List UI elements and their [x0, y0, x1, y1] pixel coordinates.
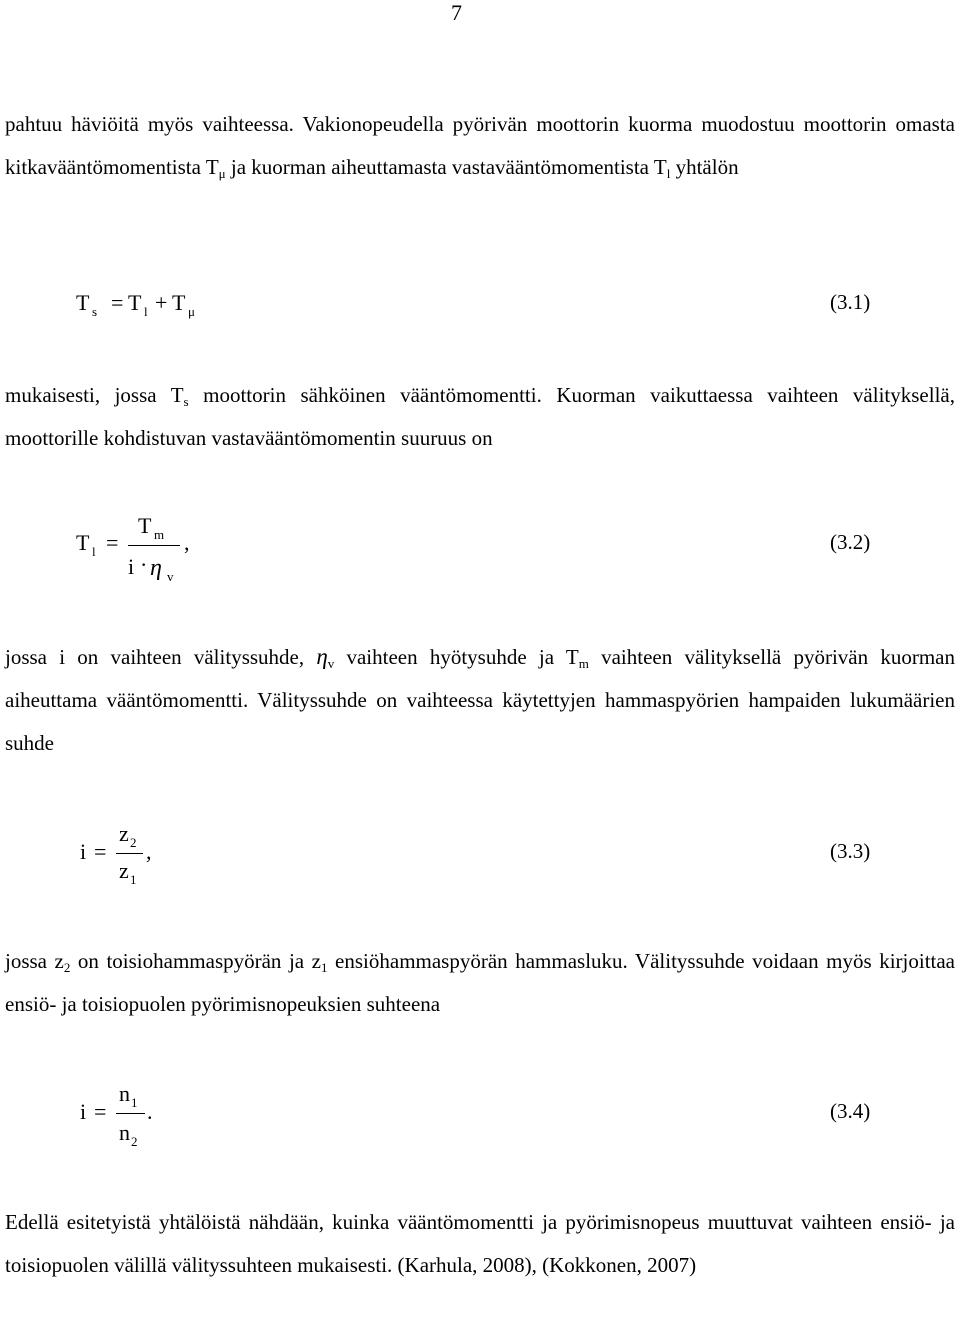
eq4-period: . [147, 1099, 153, 1124]
p2-text-a: mukaisesti, jossa T [5, 383, 184, 407]
p1-text-c: yhtälön [670, 155, 739, 179]
eq3-numerator: z [119, 821, 129, 846]
eq2-den-eta: η [150, 555, 162, 581]
paragraph-ratio-definition [5, 635, 955, 765]
p3-text-c: vaihteen välityksellä pyörivän kuorman aiheuttama vääntömomentti. Välityssuhde on vaihteessa käytettyjen hammaspyörien hampaiden lukumäärien suhde [5, 645, 955, 755]
eq1-term1-sub: l [144, 304, 148, 319]
p4-text-a: jossa z [5, 949, 64, 973]
eq3-fraction-bar [116, 853, 143, 854]
eq2-number: (3.2) [830, 530, 871, 554]
p3-sub-m: m [578, 656, 589, 671]
eq2-lhs-sub: l [92, 544, 96, 559]
p4-sub-2: 2 [63, 960, 71, 975]
eq1-term2: T [172, 290, 186, 315]
eq3-denominator-sub: 1 [130, 872, 137, 887]
eq4-fraction-bar [116, 1113, 145, 1114]
paragraph-intro [5, 103, 955, 189]
eq1-lhs-sub: s [92, 304, 98, 319]
eq4-denominator: n [119, 1120, 130, 1145]
eq1-equals: = [111, 290, 124, 315]
eq2-den-dot: · [140, 552, 148, 577]
eq2-equals: = [106, 530, 119, 555]
eq3-numerator-sub: 2 [130, 835, 137, 850]
eq1-plus: + [155, 290, 168, 315]
eq3-denominator: z [119, 858, 129, 883]
p2-text-b: moottorin sähköinen vääntömomentti. Kuorman vaikuttaessa vaihteen välityksellä, moottorille kohdistuvan vastavääntömomentin suuruus on [5, 383, 955, 450]
eq3-number: (3.3) [830, 839, 871, 863]
eq1-term2-sub: μ [188, 304, 195, 319]
paragraph-tooth-count [5, 940, 955, 1026]
p3-text-b: vaihteen hyötysuhde ja T [334, 645, 579, 669]
p4-text-c: ensiöhammaspyörän hammasluku. Välityssuhde voidaan myös kirjoittaa ensiö- ja toisiopuolen pyörimisnopeuksien suhteena [5, 949, 956, 1016]
p3-eta: η [316, 644, 328, 669]
paragraph-conclusion: Edellä esitetyistä yhtälöistä nähdään, kuinka vääntömomentti ja pyörimisnopeus muuttuvat vaihteen ensiö- ja toisiopuolen välillä välityssuhteen mukaisesti. (Karhula, 2008), (Kokkonen, 2007) [5, 1210, 955, 1277]
p2-sub-s: s [183, 394, 189, 409]
eq4-numerator-sub: 1 [131, 1095, 138, 1110]
p3-sub-v: v [327, 656, 335, 671]
p1-text-b: ja kuorman aiheuttamasta vastavääntömomentista T [225, 155, 667, 179]
p1-text-a: pahtuu häviöitä myös vaihteessa. Vakionopeudella pyörivän moottorin kuorma muodostuu moottorin omasta kitkavääntömomentista T [5, 112, 955, 179]
eq4-number: (3.4) [830, 1099, 871, 1123]
eq4-equals: = [94, 1099, 107, 1124]
page-number: 7 [451, 0, 462, 25]
p1-sub-mu: μ [218, 166, 226, 181]
eq3-lhs: i [80, 839, 87, 864]
eq3-equals: = [94, 839, 107, 864]
p1-sub-l: l [666, 166, 671, 181]
eq2-den-sub: v [167, 569, 174, 584]
p3-text-a: jossa i on vaihteen välityssuhde, [5, 645, 317, 669]
p4-text-b: on toisiohammaspyörän ja z [70, 949, 321, 973]
eq2-numerator-sub: m [154, 527, 165, 542]
eq3-comma: , [146, 839, 152, 864]
eq2-numerator: T [138, 513, 152, 538]
eq4-lhs: i [80, 1099, 87, 1124]
eq1-term1: T [128, 290, 142, 315]
eq4-denominator-sub: 2 [131, 1134, 138, 1149]
eq2-fraction-bar [128, 545, 180, 546]
eq1-lhs: T [76, 290, 90, 315]
eq2-lhs: T [76, 530, 90, 555]
p4-sub-1: 1 [321, 960, 328, 975]
paragraph-motor-torque [5, 374, 955, 460]
eq1-number: (3.1) [830, 290, 871, 314]
eq2-comma: , [184, 530, 190, 555]
eq4-numerator: n [119, 1081, 130, 1106]
eq2-den-i: i [128, 554, 135, 579]
